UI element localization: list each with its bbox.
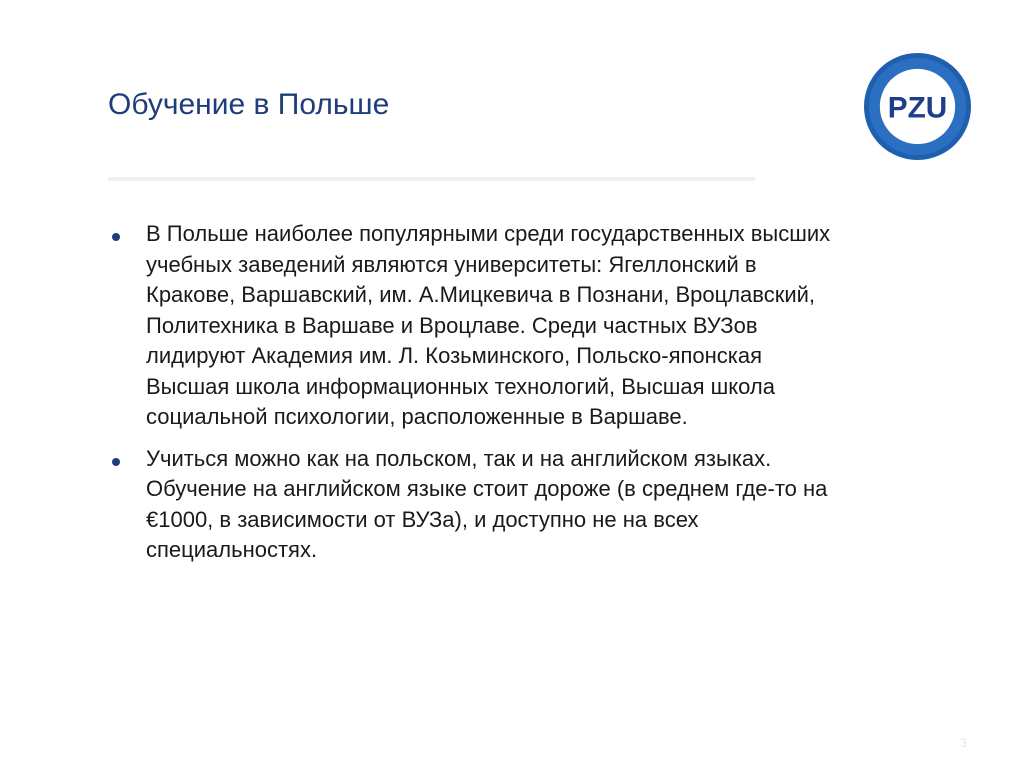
bullet-list [108,219,848,577]
pzu-logo-text: PZU [887,91,948,125]
page-number: 3 [960,736,967,750]
bullet-icon [112,458,120,466]
bullet-text: Учиться можно как на польском, так и на английском языках. Обучение на английском языке стоит дороже (в среднем где-то на €1000, в зависимости от ВУЗа), и доступно не на всех специальностях. [146,445,828,562]
pzu-logo [863,52,972,161]
bullet-item [108,444,848,566]
bullet-text: В Польше наиболее популярными среди государственных высших учебных заведений являются университеты: Ягеллонский в Кракове, Варшавский, им. А.Мицкевича в Познани, Вроцлавский, Политехника в Варшаве и Вроцлаве. Среди частных ВУЗов лидируют Академия им. Л. Козьминского, Польско-японская Высшая школа информационных технологий, Высшая школа социальной психологии, расположенные в Варшаве. [146,221,831,429]
bullet-icon [112,233,120,241]
slide-title: Обучение в Польше [108,88,390,121]
title-divider [108,177,755,181]
bullet-item [108,219,848,433]
